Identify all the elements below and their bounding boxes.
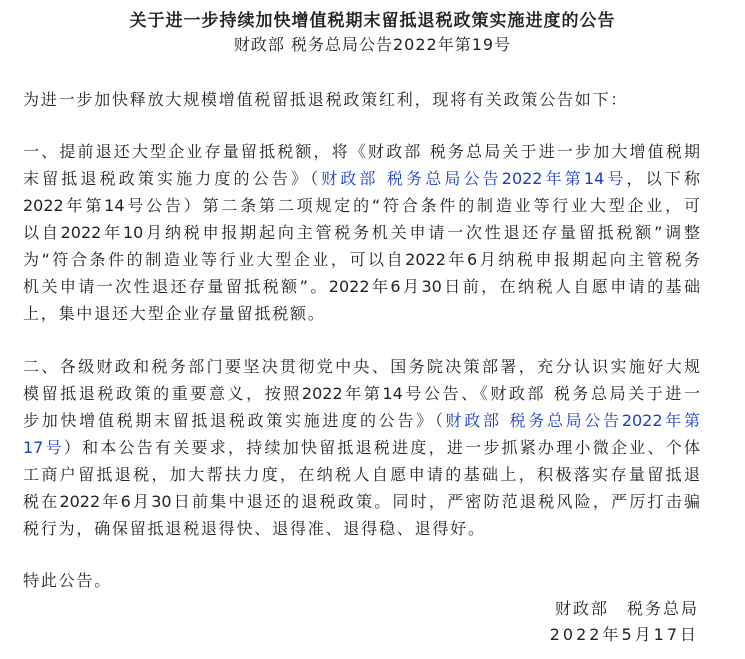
- announcement-link[interactable]: 财政部 税务总局公告2022年第14号: [321, 169, 627, 188]
- announcement-link[interactable]: 17号: [23, 438, 64, 457]
- closing-text: 特此公告。: [23, 571, 113, 590]
- paragraph-line: [23, 275, 700, 299]
- paragraph-line: [23, 302, 700, 326]
- paragraph-line: [23, 355, 700, 379]
- text-segment: 税在2022年6月30日前集中退还的退税政策。同时，严密防范退税风险，严厉打击骗: [23, 492, 700, 511]
- text-segment: ，以下称: [626, 169, 700, 188]
- date: 2022年5月17日: [549, 625, 699, 644]
- paragraph-line: [23, 463, 700, 487]
- text-segment: 末留抵退税政策实施力度的公告》（: [23, 169, 322, 188]
- paragraph-line: [23, 382, 700, 406]
- announcement-link[interactable]: 财政部 税务总局公告2022年第: [445, 411, 700, 430]
- paragraph-line: [23, 194, 700, 218]
- text-segment: 一、提前退还大型企业存量留抵税额，将《财政部 税务总局关于进一步加大增值税期: [23, 142, 700, 161]
- paragraph-line: [23, 436, 700, 460]
- paragraph-line: [23, 517, 700, 541]
- announcement-title: 关于进一步持续加快增值税期末留抵退税政策实施进度的公告: [129, 11, 616, 31]
- text-segment: ）和本公告有关要求，持续加快留抵退税进度，进一步抓紧办理小微企业、个体: [63, 438, 700, 457]
- text-segment: 二、各级财政和税务部门要坚决贯彻党中央、国务院决策部署，充分认识实施好大规: [23, 357, 700, 376]
- text-segment: 2022年第14号公告）第二条第二项规定的“符合条件的制造业等行业大型企业，可: [23, 196, 700, 215]
- text-segment: 税行为，确保留抵退税退得快、退得准、退得稳、退得好。: [23, 519, 486, 538]
- text-segment: 上，集中退还大型企业存量留抵税额。: [23, 304, 326, 323]
- text-segment: 工商户留抵退税，加大帮扶力度，在纳税人自愿申请的基础上，积极落实存量留抵退: [23, 465, 700, 484]
- text-segment: 机关申请一次性退还存量留抵税额”。2022年6月30日前，在纳税人自愿申请的基础: [23, 277, 700, 296]
- text-segment: 模留抵退税政策的重要意义，按照2022年第14号公告、《财政部 税务总局关于进一: [23, 384, 700, 403]
- paragraph-line: [23, 167, 700, 191]
- paragraph-line: [23, 140, 700, 164]
- text-segment: 为“符合条件的制造业等行业大型企业，可以自2022年6月纳税申报期起向主管税务: [23, 250, 700, 269]
- paragraph-line: [23, 490, 700, 514]
- paragraph-line: [23, 221, 700, 245]
- paragraph-line: [23, 248, 700, 272]
- paragraph-line: [23, 409, 700, 433]
- text-segment: 以自2022年10月纳税申报期起向主管税务机关申请一次性退还存量留抵税额”调整: [23, 223, 700, 242]
- intro-paragraph: 为进一步加快释放大规模增值税留抵退税政策红利，现将有关政策公告如下：: [23, 90, 629, 109]
- text-segment: 步加快增值税期末留抵退税政策实施进度的公告》（: [23, 411, 446, 430]
- signature: 财政部 税务总局: [554, 599, 699, 618]
- announcement-number: 财政部 税务总局公告2022年第19号: [233, 35, 512, 54]
